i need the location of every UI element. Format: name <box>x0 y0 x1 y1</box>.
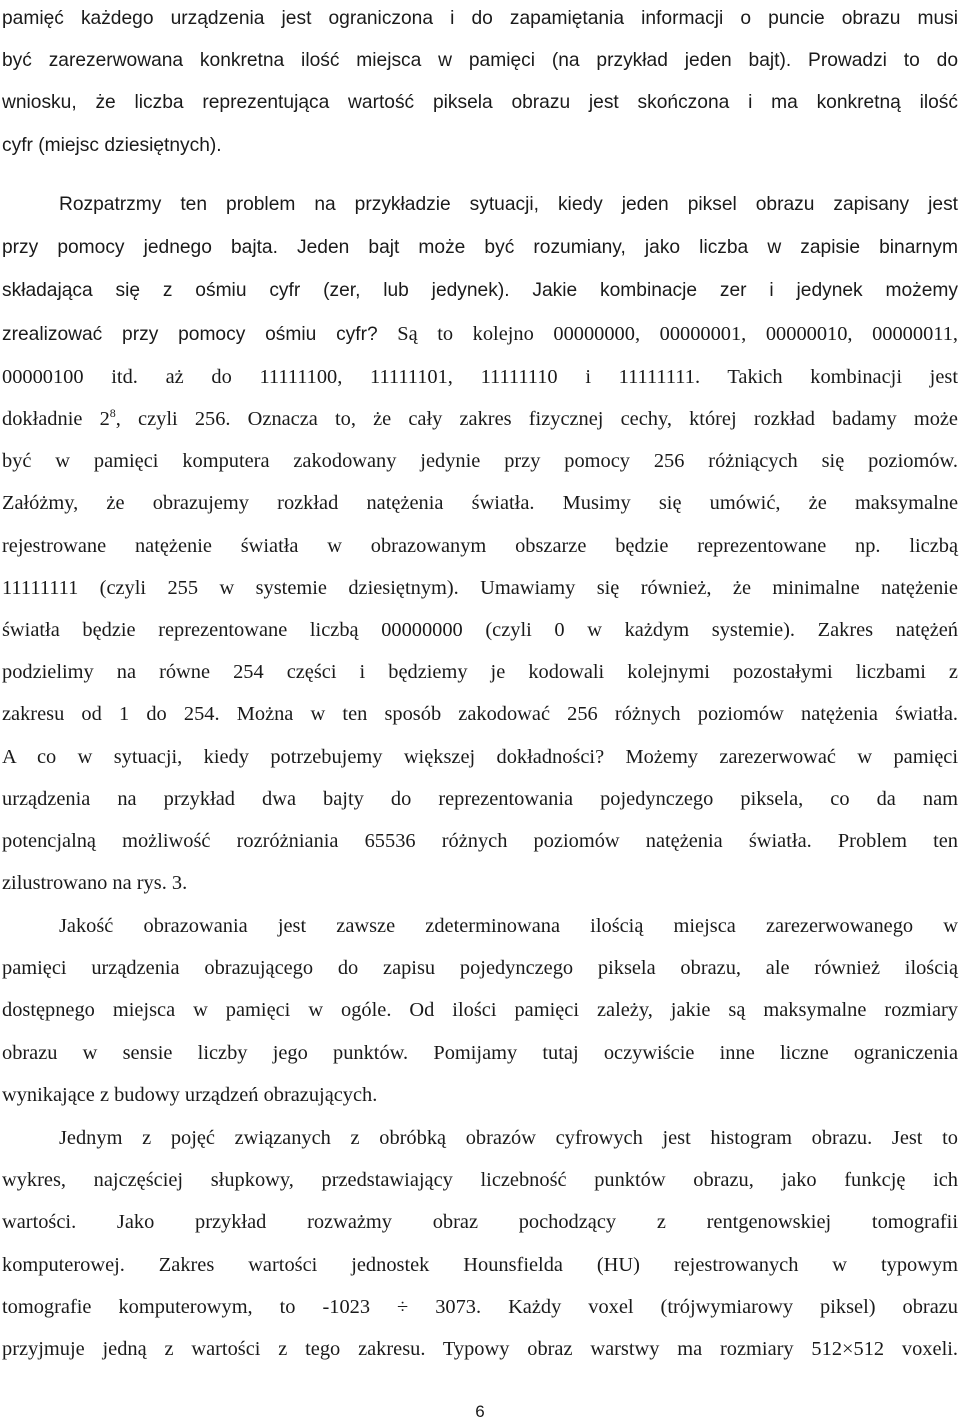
text-line <box>2 313 958 356</box>
text-line: wykres, najczęściej słupkowy, przedstawiający liczebność punktów obrazu, jako funkcję ich <box>2 1169 958 1192</box>
text-line: A co w sytuacji, kiedy potrzebujemy większej dokładności? Możemy zarezerwować w pamięci <box>2 745 958 768</box>
text-segment: składająca się z ośmiu cyfr (zer, lub jedynek). <box>2 280 510 302</box>
text-line: zilustrowano na rys. 3. <box>2 872 188 895</box>
text-line: Jednym z pojęć związanych z obróbką obrazów cyfrowych jest histogram obrazu. Jest to <box>59 1127 958 1149</box>
text-line: dostępnego miejsca w pamięci w ogóle. Od ilości pamięci zależy, jakie są maksymalne rozmiary <box>2 999 958 1022</box>
text-line: światła będzie reprezentowane liczbą 00000000 (czyli 0 w każdym systemie). Zakres natężeń <box>2 619 958 642</box>
text-segment: przy pomocy jednego bajta. <box>2 237 278 259</box>
text-line: pamięci urządzenia obrazującego do zapisu pojedynczego piksela obrazu, ale również ilością <box>2 957 958 980</box>
text-line: obrazu w sensie liczby jego punktów. Pomijamy tutaj oczywiście inne liczne ograniczenia <box>2 1041 958 1064</box>
text-line: zakresu od 1 do 254. Można w ten sposób zakodować 256 różnych poziomów natężenia światła. <box>2 703 958 726</box>
text-line: cyfr (miejsc dziesiętnych). <box>2 134 222 156</box>
text-line: podzielimy na równe 254 części i będziemy je kodowali kolejnymi pozostałymi liczbami z <box>2 661 958 684</box>
text-segment: Oznacza to, że cały zakres fizycznej cechy, której rozkład badamy może <box>230 408 958 431</box>
text-segment: Jeden bajt może być rozumiany, jako liczba w zapisie binarnym <box>277 237 959 259</box>
text-line <box>2 269 958 312</box>
text-segment: Jakie kombinacje zer i jedynek możemy <box>509 280 958 302</box>
text-line: przyjmuje jedną z wartości z tego zakresu. Typowy obraz warstwy ma rozmiary 512×512 voxeli. <box>2 1338 958 1361</box>
text-line: być w pamięci komputera zakodowany jedynie przy pomocy 256 różniących się poziomów. <box>2 450 958 473</box>
text-segment: Są to kolejno 00000000, 00000001, 00000010, 00000011, <box>377 322 958 345</box>
text-line <box>2 398 958 440</box>
text-line: komputerowej. Zakres wartości jednostek Hounsfielda (HU) rejestrowanych w typowym <box>2 1253 958 1276</box>
paragraph-2 <box>2 184 958 904</box>
text-line: wynikające z budowy urządzeń obrazujących. <box>2 1083 378 1106</box>
text-line: wartości. Jako przykład rozważmy obraz pochodzący z rentgenowskiej tomografii <box>2 1211 958 1234</box>
text-segment: dokładnie 2 <box>2 408 110 431</box>
text-line: Rozpatrzmy ten problem na przykładzie sytuacji, kiedy jeden piksel obrazu zapisany jest <box>59 194 958 215</box>
text-segment: , czyli 256. <box>115 408 231 431</box>
text-line: wniosku, że liczba reprezentująca wartość piksela obrazu jest skończona i ma konkretną ilość <box>2 92 958 114</box>
text-line <box>2 226 958 269</box>
text-line: rejestrowane natężenie światła w obrazowanym obszarze będzie reprezentowane np. liczbą <box>2 534 958 557</box>
paragraph-3 <box>2 905 958 1116</box>
text-line: potencjalną możliwość rozróżniania 65536 różnych poziomów natężenia światła. Problem ten <box>2 830 958 853</box>
text-line: tomografie komputerowym, to -1023 ÷ 3073. Każdy voxel (trójwymiarowy piksel) obrazu <box>2 1295 958 1318</box>
text-line: Jakość obrazowania jest zawsze zdeterminowana ilością miejsca zarezerwowanego w <box>59 915 958 937</box>
paragraph-4 <box>2 1117 958 1370</box>
text-line: urządzenia na przykład dwa bajty do reprezentowania pojedynczego piksela, co da nam <box>2 787 958 810</box>
page-number: 6 <box>475 1402 485 1421</box>
text-line: 00000100 itd. aż do 11111100, 11111101, 11111110 i 11111111. Takich kombinacji jest <box>2 365 958 388</box>
paragraph-1 <box>2 0 958 167</box>
text-line: Załóżmy, że obrazujemy rozkład natężenia światła. Musimy się umówić, że maksymalne <box>2 492 958 515</box>
superscript: 8 <box>109 406 116 421</box>
text-line: pamięć każdego urządzenia jest ograniczona i do zapamiętania informacji o puncie obrazu musi <box>2 8 958 29</box>
text-line: 11111111 (czyli 255 w systemie dziesiętnym). Umawiamy się również, że minimalne natężenie <box>2 576 958 599</box>
text-segment: zrealizować przy pomocy ośmiu cyfr? <box>2 323 378 345</box>
text-line: być zarezerwowana konkretna ilość miejsca w pamięci (na przykład jeden bajt). Prowadzi to do <box>2 50 958 72</box>
